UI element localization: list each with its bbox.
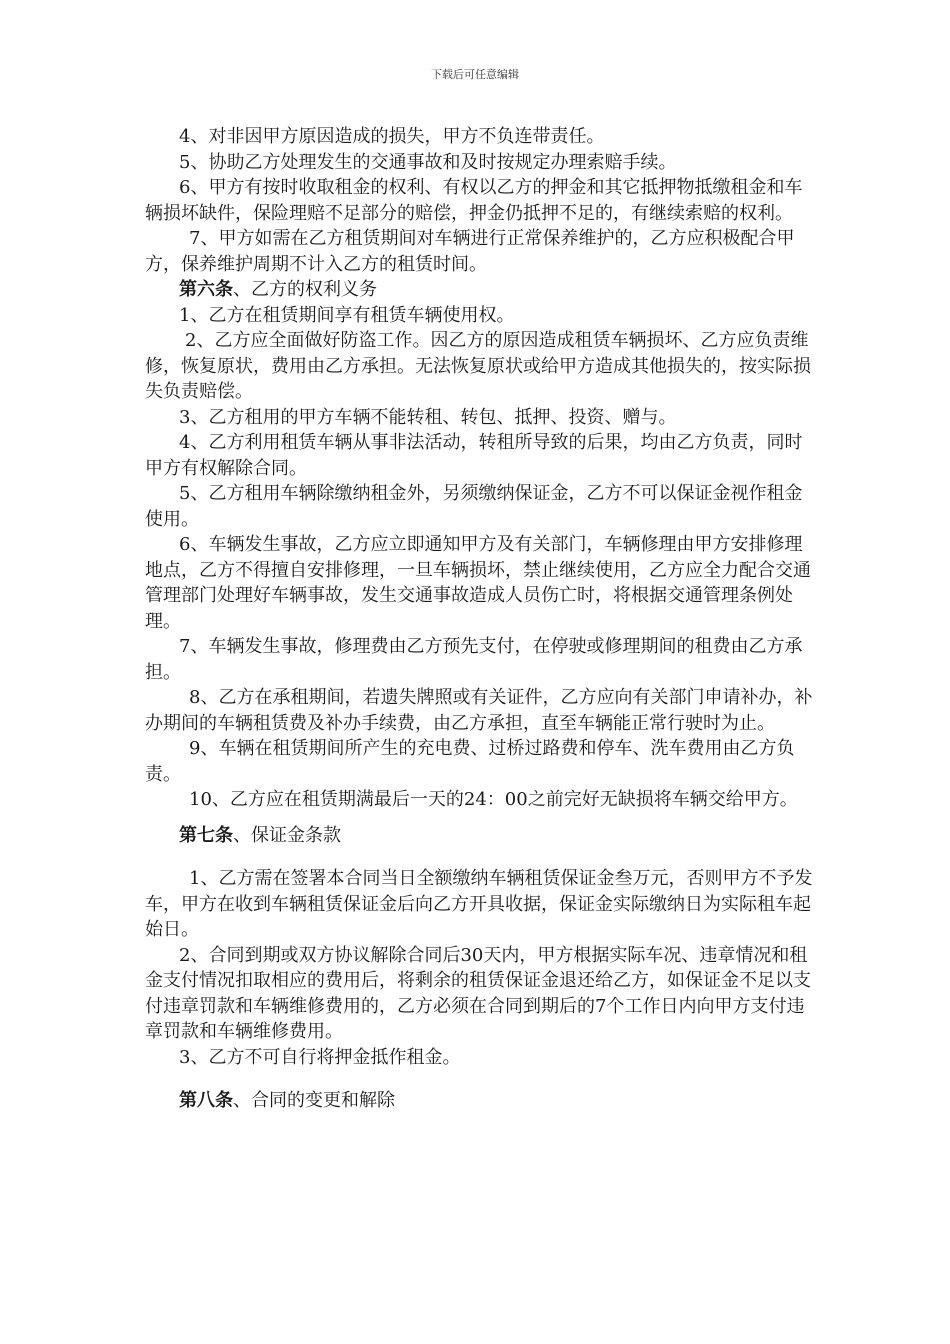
section-number: 第八条 [179,1090,233,1111]
paragraph: 3、乙方不可自行将押金抵作租金。 [179,1046,461,1068]
section-title: 、乙方的权利义务 [233,279,377,300]
paragraph: 3、乙方租用的甲方车辆不能转租、转包、抵押、投资、赠与。 [179,406,677,428]
section-number: 第七条 [179,824,233,846]
section-heading-6 [145,277,813,303]
paragraph: 5、乙方租用车辆除缴纳租金外，另须缴纳保证金，乙方不可以保证金视作租金使用。 [145,483,803,530]
document-body [145,124,813,1114]
paragraph: 7、甲方如需在乙方租赁期间对车辆进行正常保养维护的，乙方应积极配合甲方，保养维护周期不计入乙方的租赁时间。 [145,228,795,275]
paragraph: 6、甲方有按时收取租金的权利、有权以乙方的押金和其它抵押物抵缴租金和车辆损坏缺件，保险理赔不足部分的赔偿，押金仍抵押不足的，有继续索赔的权利。 [145,177,803,224]
paragraph: 7、车辆发生事故，修理费由乙方预先支付，在停驶或修理期间的租费由乙方承担。 [145,636,803,683]
paragraph: 2、合同到期或双方协议解除合同后30天内，甲方根据实际车况、违章情况和租金支付情况扣取相应的费用后，将剩余的租赁保证金退还给乙方，如保证金不足以支付违章罚款和车辆维修费用的，乙方必须在合同到期后的7个工作日内向甲方支付违章罚款和车辆维修费用。 [145,944,811,1042]
paragraph: 4、乙方利用租赁车辆从事非法活动，转租所导致的后果，均由乙方负责，同时甲方有权解除合同。 [145,432,803,479]
section-heading-8 [145,1088,813,1114]
paragraph: 1、乙方在租赁期间享有租赁车辆使用权。 [179,304,515,326]
section-heading-7 [145,823,813,849]
section-title: 、保证金条款 [233,824,341,846]
paragraph: 6、车辆发生事故，乙方应立即通知甲方及有关部门，车辆修理由甲方安排修理地点，乙方不得擅自安排修理，一旦车辆损坏，禁止继续使用，乙方应全力配合交通管理部门处理好车辆事故，发生交通事故造成人员伤亡时，将根据交通管理条例处理。 [145,534,811,632]
section-number: 第六条 [179,279,233,300]
paragraph: 10、乙方应在租赁期满最后一天的24：00之前完好无缺损将车辆交给甲方。 [189,789,798,810]
page-header: 下载后可任意编辑 [431,68,519,81]
paragraph: 9、车辆在租赁期间所产生的充电费、过桥过路费和停车、洗车费用由乙方负责。 [145,738,795,785]
paragraph: 1、乙方需在签署本合同当日全额缴纳车辆租赁保证金叁万元，否则甲方不予发车，甲方在收到车辆租赁保证金后向乙方开具收据，保证金实际缴纳日为实际租车起始日。 [145,868,813,940]
paragraph: 8、乙方在承租期间，若遗失牌照或有关证件，乙方应向有关部门申请补办，补办期间的车辆租赁费及补办手续费，由乙方承担，直至车辆能正常行驶时为止。 [145,687,813,734]
paragraph: 2、乙方应全面做好防盗工作。因乙方的原因造成租赁车辆损坏、乙方应负责维修，恢复原状，费用由乙方承担。无法恢复原状或给甲方造成其他损失的，按实际损失负责赔偿。 [145,330,811,402]
paragraph: 4、对非因甲方原因造成的损失，甲方不负连带责任。 [179,126,605,147]
paragraph: 5、协助乙方处理发生的交通事故和及时按规定办理索赔手续。 [179,151,677,173]
section-title: 、合同的变更和解除 [233,1090,395,1111]
